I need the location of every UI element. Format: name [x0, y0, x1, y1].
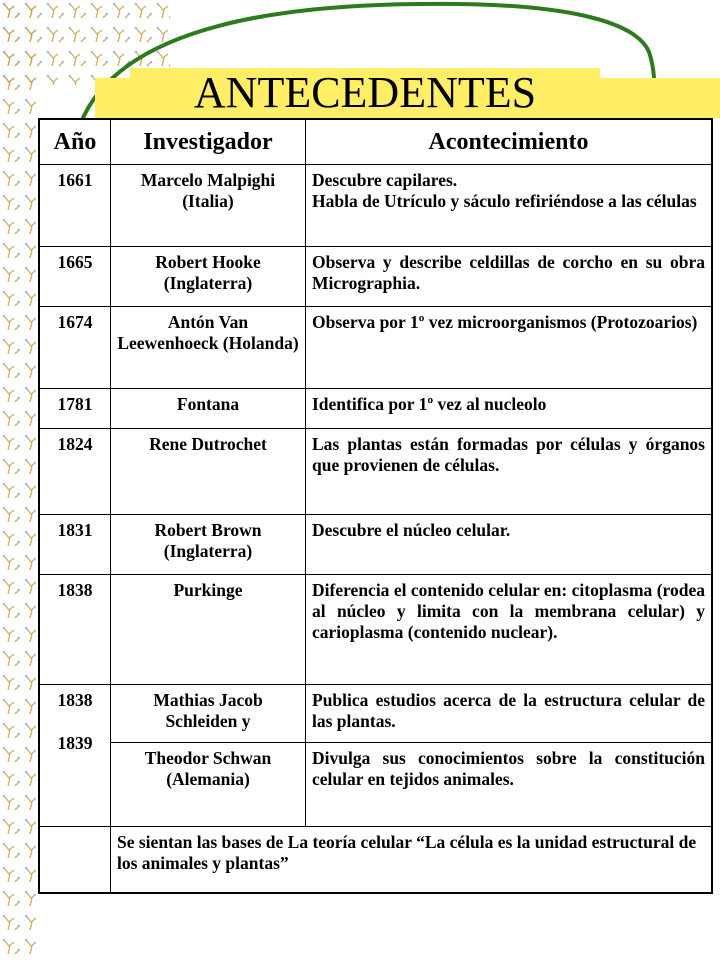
row-year: 1674 — [39, 307, 111, 389]
row-event: Observa por 1º vez microorganismos (Protozoarios) — [306, 307, 713, 389]
table-row — [39, 515, 712, 575]
row-year-group — [39, 685, 111, 827]
footer-note: Se sientan las bases de La teoría celular “La célula es la unidad estructural de los animales y plantas” — [111, 827, 713, 893]
row-investigator: Robert Hooke (Inglaterra) — [111, 247, 306, 307]
row-event: Observa y describe celdillas de corcho en su obra Micrographia. — [306, 247, 713, 307]
row-event — [306, 165, 713, 247]
row-event: Descubre el núcleo celular. — [306, 515, 713, 575]
row-year: 1665 — [39, 247, 111, 307]
pattern-strip-left — [0, 0, 36, 960]
table-row — [39, 575, 712, 685]
row-year: 1824 — [39, 429, 111, 515]
table-row — [39, 307, 712, 389]
page-title: ANTECEDENTES — [130, 68, 600, 118]
row-year: 1831 — [39, 515, 111, 575]
row-investigator: Theodor Schwan (Alemania) — [111, 743, 306, 827]
row-event: Las plantas están formadas por células y órganos que provienen de células. — [306, 429, 713, 515]
footer-spacer — [39, 827, 111, 893]
header-year: Año — [39, 119, 111, 165]
row-event: Divulga sus conocimientos sobre la constitución celular en tejidos animales. — [306, 743, 713, 827]
table-header-row — [39, 119, 712, 165]
table-row — [39, 247, 712, 307]
row-year: 1661 — [39, 165, 111, 247]
table-row — [39, 743, 712, 827]
antecedentes-table — [38, 118, 713, 894]
row-investigator: Purkinge — [111, 575, 306, 685]
row-year: 1838 — [39, 575, 111, 685]
row-event: Publica estudios acerca de la estructura celular de las plantas. — [306, 685, 713, 743]
row-year: 1838 — [57, 690, 93, 710]
row-investigator: Antón Van Leewenhoeck (Holanda) — [111, 307, 306, 389]
row-investigator: Fontana — [111, 389, 306, 429]
table-row — [39, 685, 712, 743]
row-year: 1839 — [57, 733, 93, 753]
header-investigator: Investigador — [111, 119, 306, 165]
row-event-line: Descubre capilares. — [312, 170, 458, 190]
row-investigator: Mathias Jacob Schleiden y — [111, 685, 306, 743]
row-investigator: Marcelo Malpighi (Italia) — [111, 165, 306, 247]
row-year: 1781 — [39, 389, 111, 429]
row-investigator: Rene Dutrochet — [111, 429, 306, 515]
table-row — [39, 389, 712, 429]
table-footer-row — [39, 827, 712, 893]
header-event: Acontecimiento — [306, 119, 713, 165]
row-investigator: Robert Brown (Inglaterra) — [111, 515, 306, 575]
table-row — [39, 429, 712, 515]
row-event-line: Habla de Utrículo y sáculo refiriéndose a las células — [312, 191, 697, 211]
row-event: Identifica por 1º vez al nucleolo — [306, 389, 713, 429]
row-event: Diferencia el contenido celular en: citoplasma (rodea al núcleo y limita con la membrana celular) y carioplasma (contenido nuclear). — [306, 575, 713, 685]
table-row — [39, 165, 712, 247]
